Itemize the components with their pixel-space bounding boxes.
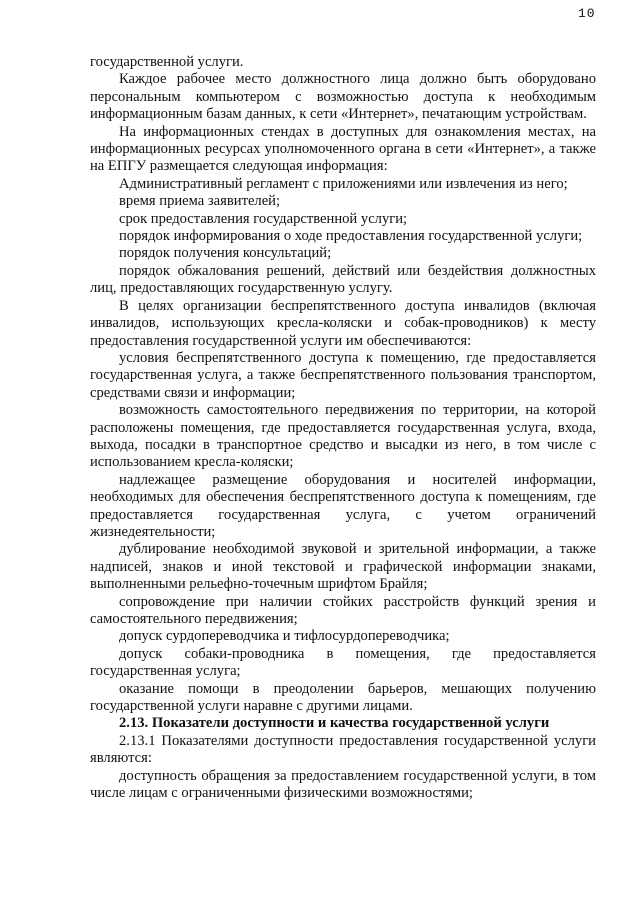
list-item-service-term: срок предоставления государственной услуги;	[119, 210, 408, 227]
list-item-access-conditions: условия беспрепятственного доступа к помещению, где предоставляется государственная услуга, а также беспрепятственного пользования транспортом, средствами связи и информации;	[90, 349, 596, 401]
list-item-guide-dog: допуск собаки-проводника в помещения, где предоставляется государственная услуга;	[90, 645, 596, 680]
list-item-accessibility: доступность обращения за предоставлением государственной услуги, в том числе лицам с ограниченными физическими возможностями;	[90, 767, 596, 802]
page-number: 10	[578, 6, 596, 21]
list-item-equipment-placement: надлежащее размещение оборудования и носителей информации, необходимых для обеспечения беспрепятственного доступа к помещениям, где предоставляется государственная услуга, с учетом ограничений жизнедеятельности;	[90, 471, 596, 540]
list-item-sign-interpreter: допуск сурдопереводчика и тифлосурдопереводчика;	[119, 628, 450, 645]
list-item-appeal-order: порядок обжалования решений, действий или бездействия должностных лиц, предоставляющих государственную услугу.	[90, 262, 596, 297]
list-item-accompaniment: сопровождение при наличии стойких расстройств функций зрения и самостоятельного передвижения;	[90, 593, 596, 627]
list-item-reception-time: время приема заявителей;	[119, 193, 281, 210]
list-item-independent-movement: возможность самостоятельного передвижения по территории, на которой расположены помещения, где предоставляется государственная услуга, входа, выхода, посадки в транспортное средство и высадки из него, в том числе с использованием кресла-коляски;	[90, 402, 596, 471]
paragraph-workplace-equipment: Каждое рабочее место должностного лица должно быть оборудовано персональным компьютером с возможностью доступа к необходимым информационным базам данных, к сети «Интернет», печатающим устройствам.	[90, 71, 596, 123]
paragraph-info-stands: На информационных стендах в доступных для ознакомления местах, на информационных ресурсах уполномоченного органа в сети «Интернет», а также на ЕПГУ размещается следующая информация:	[90, 123, 596, 175]
list-item-barrier-assistance: оказание помощи в преодолении барьеров, мешающих получению государственной услуги наравне с другими лицами.	[90, 680, 596, 715]
paragraph-accessibility-indicators: 2.13.1 Показателями доступности предоставления государственной услуги являются:	[90, 732, 596, 767]
paragraph-continuation: государственной услуги.	[90, 54, 244, 70]
document-body	[90, 54, 596, 802]
list-item-consultations: порядок получения консультаций;	[119, 245, 332, 262]
list-item-braille-duplication: дублирование необходимой звуковой и зрительной информации, а также надписей, знаков и иной текстовой и графической информации знаками, выполненными рельефно-точечным шрифтом Брайля;	[90, 541, 596, 593]
section-heading: 2.13. Показатели доступности и качества государственной услуги	[119, 715, 550, 732]
list-item-regulation: Административный регламент с приложениями или извлечения из него;	[119, 175, 568, 192]
paragraph-disabled-access: В целях организации беспрепятственного доступа инвалидов (включая инвалидов, использующих кресла-коляски и собак-проводников) к месту предоставления государственной услуги им обеспечиваются:	[90, 297, 596, 349]
list-item-informing-order: порядок информирования о ходе предоставления государственной услуги;	[119, 228, 583, 245]
